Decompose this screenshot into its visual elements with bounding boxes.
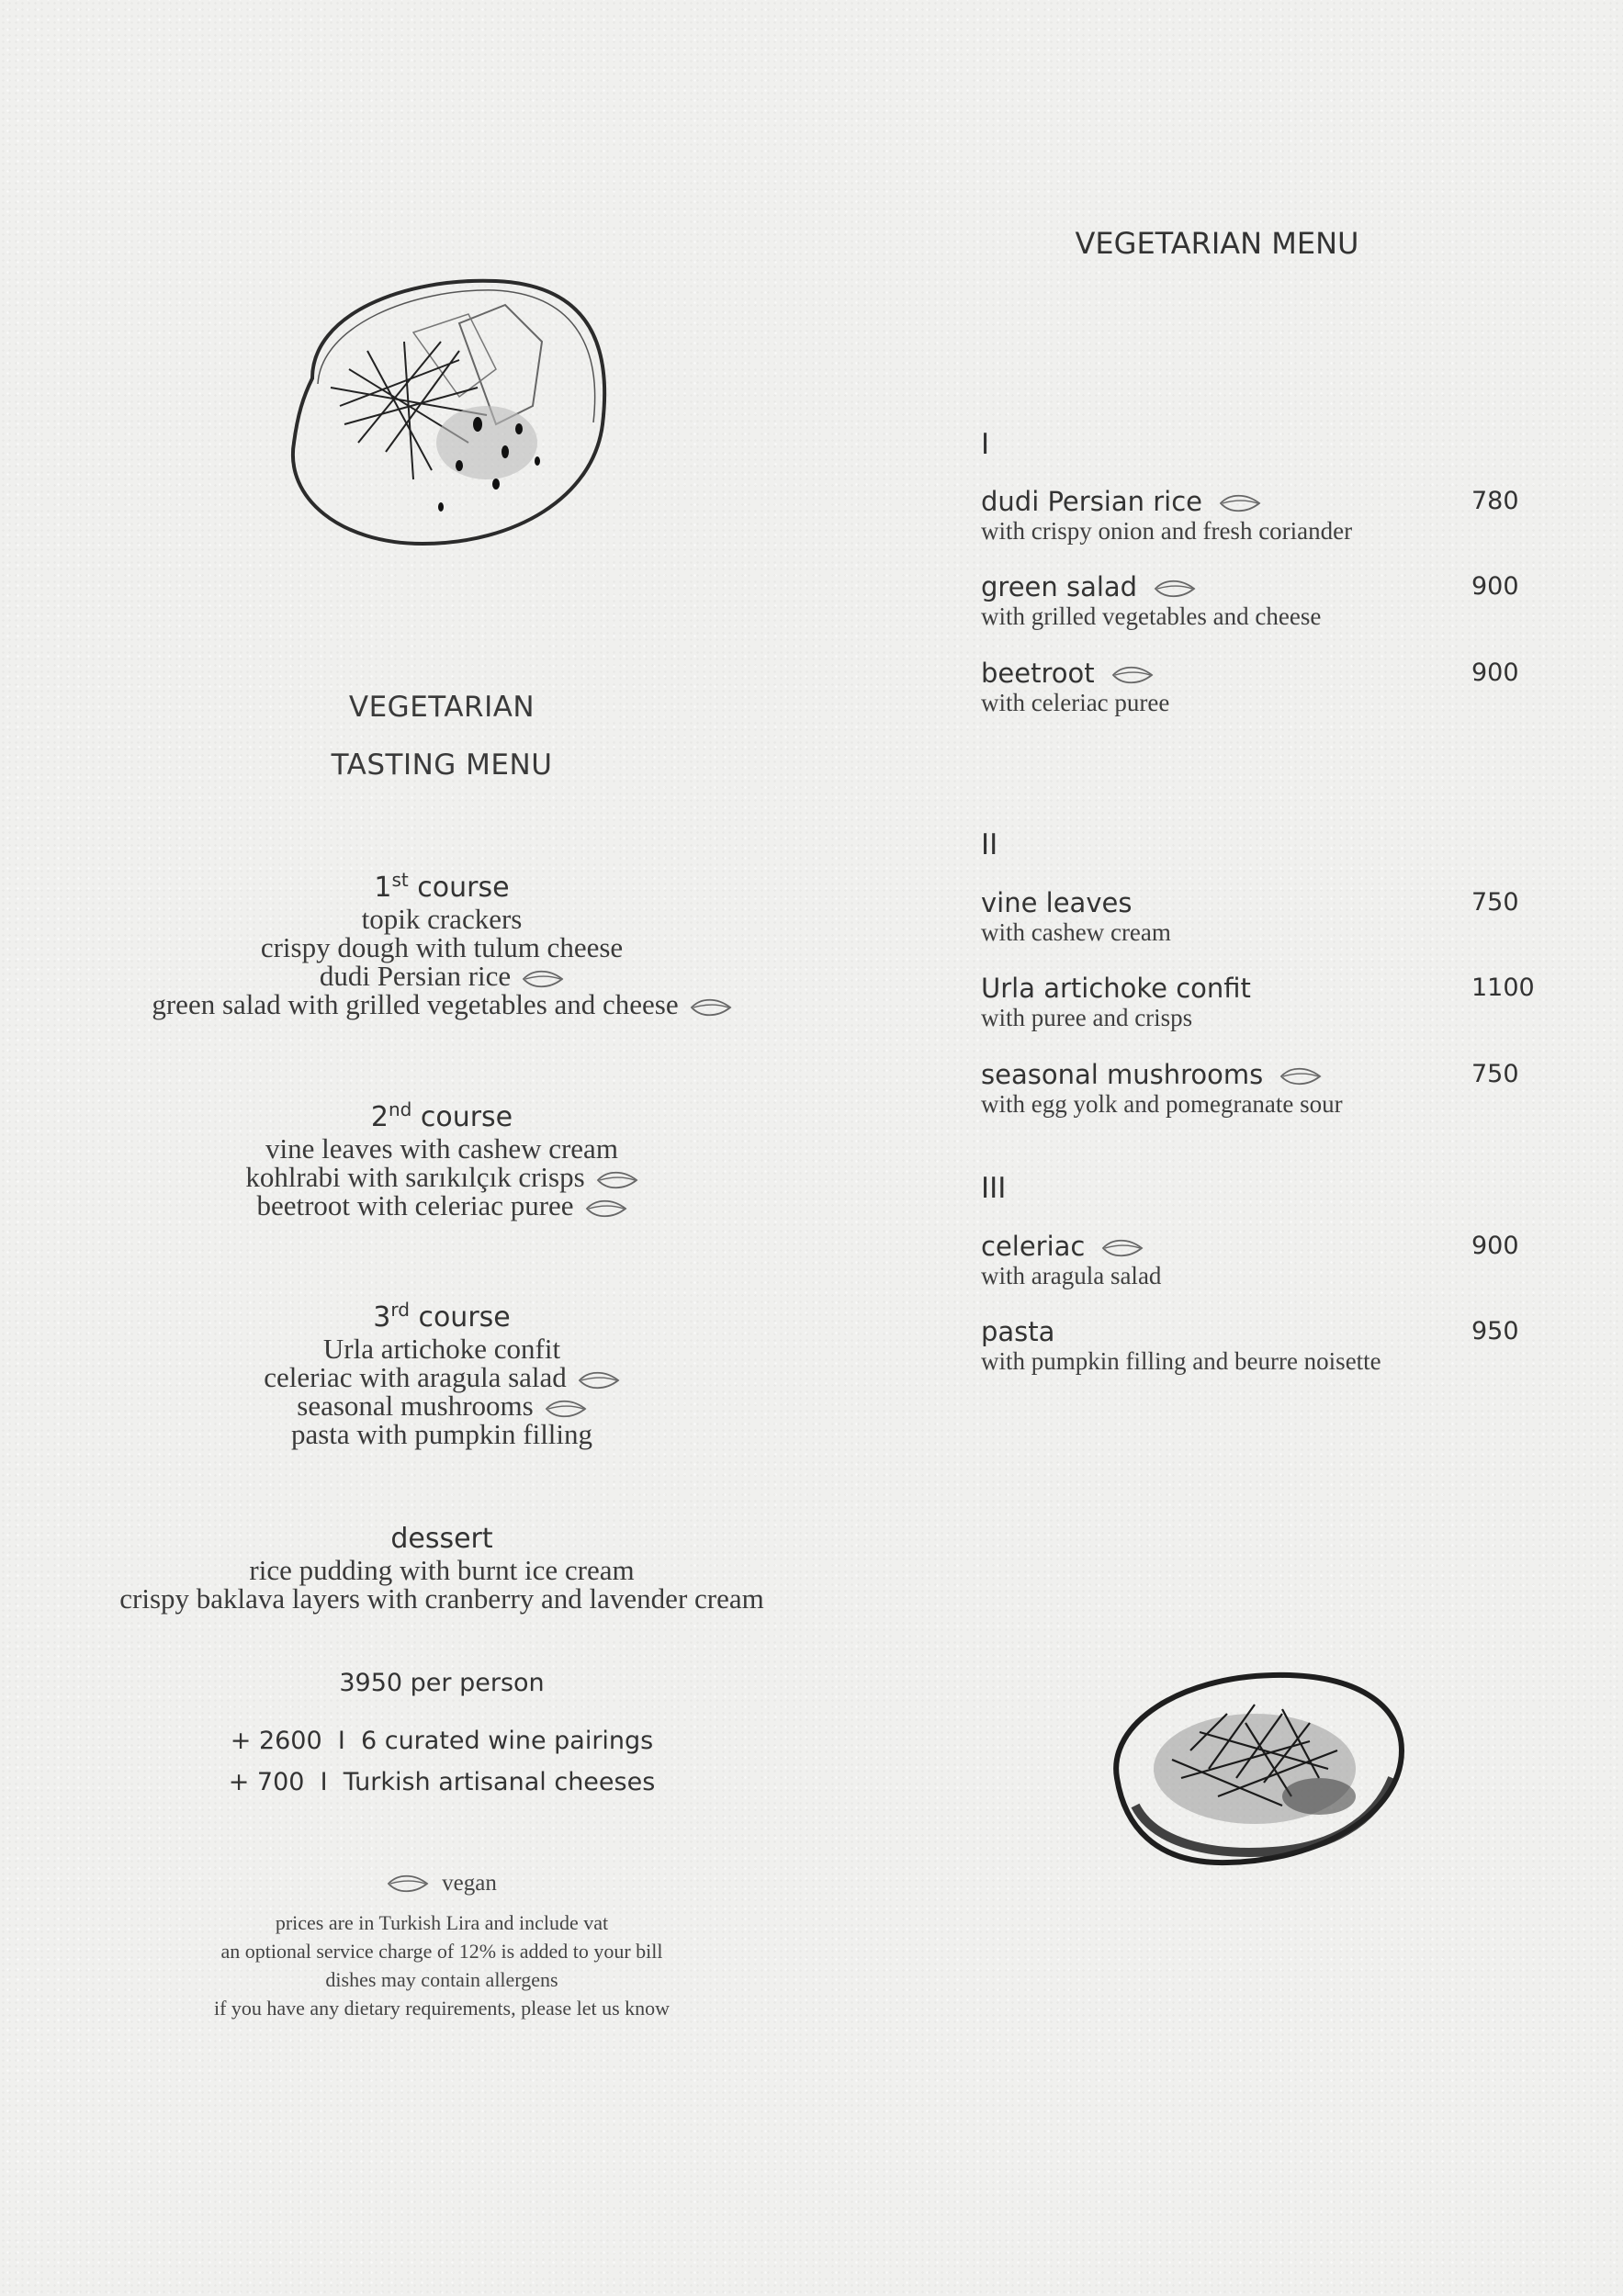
leaf-icon xyxy=(578,1370,620,1390)
course-1 xyxy=(0,863,884,1019)
menu-item xyxy=(981,1316,1550,1375)
tasting-price: 3950 per person xyxy=(339,1669,545,1697)
footnotes xyxy=(0,1908,884,2022)
leaf-icon xyxy=(522,969,564,989)
item-price: 780 xyxy=(1471,487,1519,515)
item-name: pasta xyxy=(981,1316,1055,1347)
item-price: 900 xyxy=(1471,658,1519,687)
menu-item xyxy=(981,887,1550,946)
dessert-dish: rice pudding with burnt ice cream xyxy=(249,1554,635,1586)
item-description: with egg yolk and pomegranate sour xyxy=(981,1090,1343,1118)
leaf-icon xyxy=(1154,579,1196,599)
leaf-icon xyxy=(585,1199,627,1219)
leaf-icon xyxy=(545,1399,587,1419)
course-heading: 1st course xyxy=(374,869,510,904)
wine-pairing-addon: + 2600 I 6 curated wine pairings xyxy=(230,1727,654,1755)
course-dish: kohlrabi with sarıkılçık crisps xyxy=(0,1163,884,1191)
item-description: with pumpkin filling and beurre noisette xyxy=(981,1347,1381,1375)
course-dish: celeriac with aragula salad xyxy=(0,1363,884,1391)
item-price: 950 xyxy=(1471,1317,1519,1345)
course-3 xyxy=(0,1293,884,1448)
leaf-icon xyxy=(1111,665,1154,685)
section-label: III xyxy=(981,1172,1007,1205)
plate-illustration xyxy=(276,268,615,562)
footnote: prices are in Turkish Lira and include vat xyxy=(275,1911,609,1934)
item-name: dudi Persian rice xyxy=(981,486,1202,517)
course-dish: green salad with grilled vegetables and cheese xyxy=(0,990,884,1019)
item-description: with crispy onion and fresh coriander xyxy=(981,517,1353,545)
item-price: 750 xyxy=(1471,888,1519,917)
tasting-title-line1: VEGETARIAN xyxy=(348,691,535,724)
item-price: 900 xyxy=(1471,572,1519,601)
course-dish: beetroot with celeriac puree xyxy=(0,1191,884,1220)
vegan-legend-label: vegan xyxy=(442,1871,497,1896)
item-price: 1100 xyxy=(1471,974,1535,1002)
item-name: vine leaves xyxy=(981,887,1133,918)
cheese-addon: + 700 I Turkish artisanal cheeses xyxy=(228,1768,656,1796)
course-heading: 3rd course xyxy=(373,1299,511,1334)
section-label: II xyxy=(981,828,998,861)
menu-item xyxy=(981,486,1550,545)
item-description: with cashew cream xyxy=(981,918,1171,946)
dessert-dish: crispy baklava layers with cranberry and lavender cream xyxy=(119,1582,764,1615)
leaf-icon xyxy=(1279,1066,1322,1086)
menu-title: VEGETARIAN MENU xyxy=(1075,226,1359,261)
bowl-illustration xyxy=(1099,1668,1411,1870)
item-description: with aragula salad xyxy=(981,1262,1162,1289)
course-dish: crispy dough with tulum cheese xyxy=(260,931,624,963)
menu-item xyxy=(981,973,1550,1031)
item-name: seasonal mushrooms xyxy=(981,1059,1264,1090)
menu-item xyxy=(981,1059,1550,1118)
item-name: beetroot xyxy=(981,658,1095,689)
item-description: with puree and crisps xyxy=(981,1004,1193,1031)
course-dish: Urla artichoke confit xyxy=(322,1333,561,1365)
dessert-course xyxy=(0,1523,884,1613)
item-description: with grilled vegetables and cheese xyxy=(981,602,1322,630)
menu-item xyxy=(981,1231,1550,1289)
course-dish: vine leaves with cashew cream xyxy=(265,1132,618,1165)
course-dish: pasta with pumpkin filling xyxy=(290,1418,593,1450)
footnote: an optional service charge of 12% is added to your bill xyxy=(220,1940,663,1963)
tasting-title-line2: TASTING MENU xyxy=(331,748,553,782)
item-name: green salad xyxy=(981,571,1138,602)
item-price: 750 xyxy=(1471,1060,1519,1088)
leaf-icon xyxy=(690,997,732,1018)
menu-item xyxy=(981,571,1550,630)
item-name: Urla artichoke confit xyxy=(981,973,1251,1004)
course-dish: topik crackers xyxy=(361,903,523,935)
course-2 xyxy=(0,1093,884,1220)
course-dish: dudi Persian rice xyxy=(0,962,884,990)
item-price: 900 xyxy=(1471,1232,1519,1260)
course-heading: 2nd course xyxy=(370,1098,513,1133)
item-description: with celeriac puree xyxy=(981,689,1170,716)
footnote: dishes may contain allergens xyxy=(325,1968,558,1991)
leaf-icon xyxy=(1101,1238,1144,1258)
leaf-icon xyxy=(1219,493,1261,513)
course-dish: seasonal mushrooms xyxy=(0,1391,884,1420)
section-label: I xyxy=(981,428,990,461)
menu-item xyxy=(981,658,1550,716)
leaf-icon xyxy=(596,1170,638,1190)
footnote: if you have any dietary requirements, please let us know xyxy=(213,1997,671,2020)
dessert-heading: dessert xyxy=(390,1523,493,1555)
leaf-icon xyxy=(387,1874,429,1894)
vegan-legend xyxy=(0,1869,884,1897)
item-name: celeriac xyxy=(981,1231,1086,1262)
